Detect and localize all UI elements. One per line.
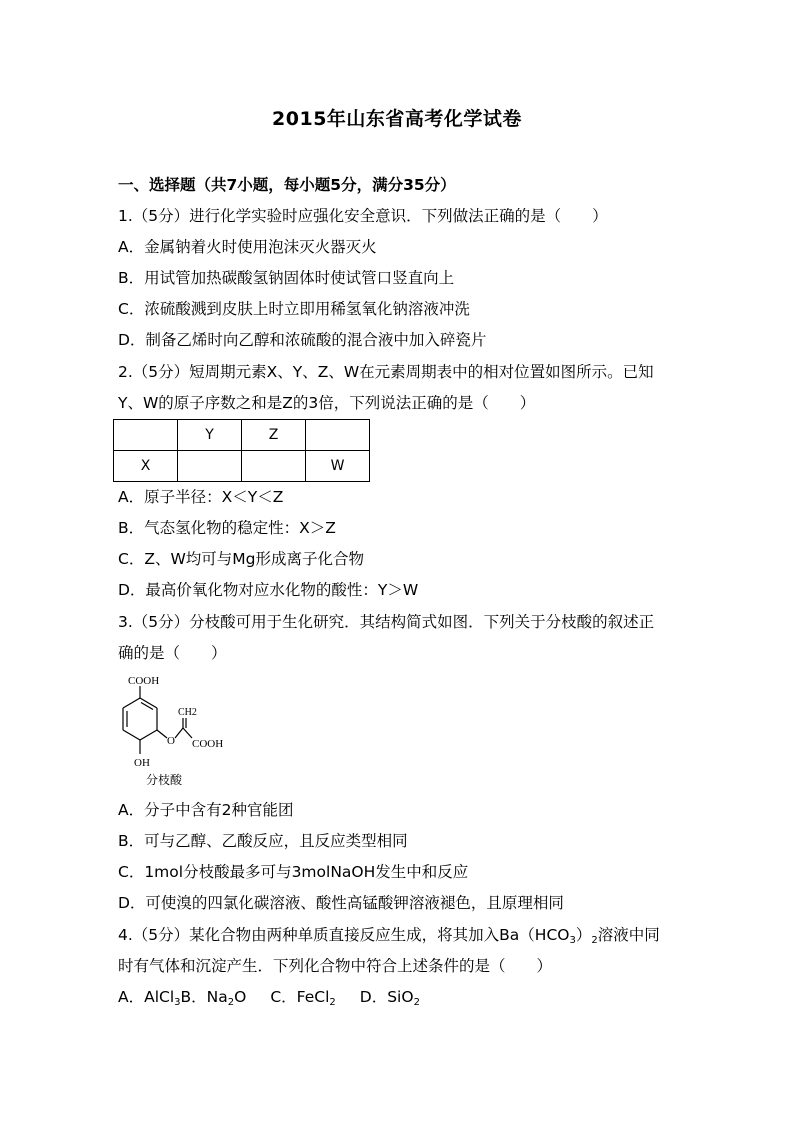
subscript: 2: [227, 997, 235, 1008]
q4-option-c: C．FeCl: [270, 988, 330, 1006]
q4-option-b: B．Na: [180, 988, 228, 1006]
q2-stem-line2: Y、W的原子序数之和是Z的3倍，下列说法正确的是（ ）: [118, 394, 536, 412]
table-cell: [114, 420, 178, 451]
q2-option-c: C．Z、W均可与Mg形成离子化合物: [118, 550, 364, 568]
table-cell: Z: [242, 420, 306, 451]
cooh-top-label: COOH: [128, 675, 160, 687]
q4-option-d: D．SiO: [359, 988, 414, 1006]
ch2-label: CH2: [178, 707, 197, 718]
cooh-side-label: COOH: [192, 738, 224, 750]
q4-stem-text: 溶液中同: [597, 926, 660, 944]
ether-oxygen-label: O: [167, 735, 175, 747]
q3-option-d: D．可使溴的四氯化碳溶液、酸性高锰酸钾溶液褪色，且原理相同: [118, 894, 564, 912]
structure-caption: 分枝酸: [146, 773, 183, 787]
q4-option-a: A．AlCl: [118, 988, 175, 1006]
q1-option-d: D．制备乙烯时向乙醇和浓硫酸的混合液中加入碎瓷片: [118, 331, 487, 349]
page-title: 2015年山东省高考化学试卷: [272, 108, 522, 130]
q3-stem-line1: 3.（5分）分枝酸可用于生化研究．其结构简式如图．下列关于分枝酸的叙述正: [118, 613, 655, 631]
q2-option-d: D．最高价氧化物对应水化物的酸性：Y＞W: [118, 581, 419, 599]
subscript: 2: [413, 997, 420, 1008]
table-cell: [178, 451, 242, 482]
chorismic-acid-structure: [112, 672, 252, 790]
q3-option-a: A．分子中含有2种官能团: [118, 801, 294, 819]
table-cell: Y: [178, 420, 242, 451]
q4-options: [118, 987, 420, 1013]
q4-stem-line2: 时有气体和沉淀产生．下列化合物中符合上述条件的是（ ）: [118, 957, 553, 975]
q4-option-b-tail: O: [234, 988, 247, 1006]
q2-stem-line1: 2.（5分）短周期元素X、Y、Z、W在元素周期表中的相对位置如图所示。已知: [118, 363, 654, 381]
q1-stem: 1.（5分）进行化学实验时应强化安全意识．下列做法正确的是（ ）: [118, 207, 608, 225]
q1-option-b: B．用试管加热碳酸氢钠固体时使试管口竖直向上: [118, 269, 455, 287]
subscript: 2: [591, 935, 598, 946]
table-cell: W: [306, 451, 370, 482]
q3-stem-line2: 确的是（ ）: [118, 644, 227, 662]
q4-stem-text: ）: [575, 926, 592, 944]
periodic-table-fragment: [113, 419, 370, 482]
oh-label: OH: [134, 757, 150, 769]
q3-option-c: C．1mol分枝酸最多可与3molNaOH发生中和反应: [118, 863, 469, 881]
q2-option-b: B．气态氢化物的稳定性：X＞Z: [118, 519, 336, 537]
subscript: 3: [174, 997, 181, 1008]
q2-option-a: A．原子半径：X＜Y＜Z: [118, 488, 284, 506]
q4-stem-text: 4.（5分）某化合物由两种单质直接反应生成，将其加入Ba（HCO: [118, 926, 570, 944]
q1-option-a: A．金属钠着火时使用泡沫灭火器灭火: [118, 238, 377, 256]
table-cell: [242, 451, 306, 482]
subscript: 3: [569, 935, 576, 946]
table-cell: [306, 420, 370, 451]
subscript: 2: [329, 997, 336, 1008]
section-heading: 一、选择题（共7小题，每小题5分，满分35分）: [118, 176, 456, 194]
table-cell: X: [114, 451, 178, 482]
q4-stem-line1: [118, 925, 660, 951]
q3-option-b: B．可与乙醇、乙酸反应，且反应类型相同: [118, 832, 408, 850]
q1-option-c: C．浓硫酸溅到皮肤上时立即用稀氢氧化钠溶液冲洗: [118, 300, 470, 318]
